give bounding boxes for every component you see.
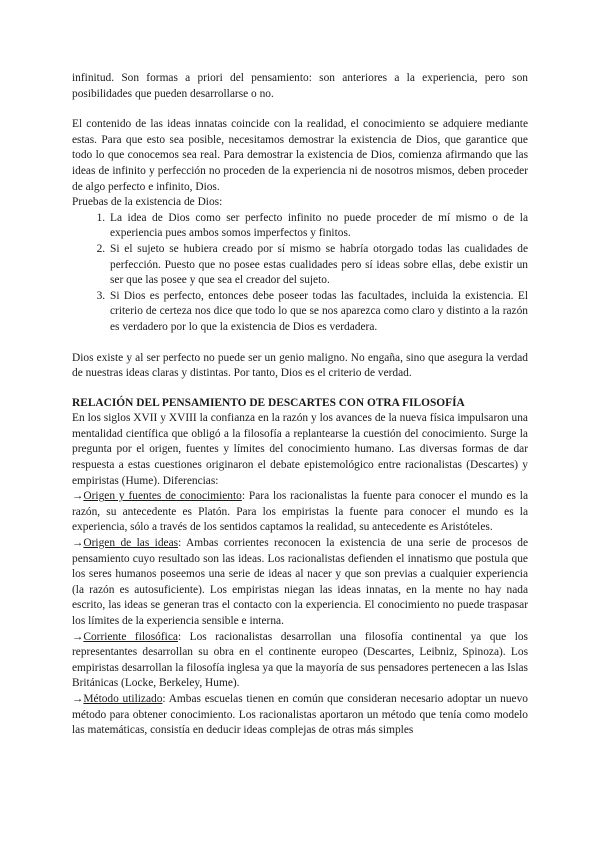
arrow-icon: → xyxy=(72,537,84,550)
difference-item-ideas xyxy=(72,536,528,630)
paragraph-innate-ideas: El contenido de las ideas innatas coincide con la realidad, el conocimiento se adquiere mediante estas. Para que esto sea posible, necesitamos demostrar la existencia de Dios, que garantice que todo lo que conocemos sea real. Para demostrar la existencia de Dios, comienza afirmando que las ideas de infinito y perfección no proceden de la experiencia ni de nosotros mismos, deben proceder de algo perfecto e infinito, Dios. xyxy=(72,118,528,193)
arrow-icon: → xyxy=(72,630,84,643)
proofs-list xyxy=(72,211,528,336)
difference-text: : Ambas corrientes reconocen la existencia de una serie de procesos de pensamiento cuyo resultado son las ideas. Los racionalistas defienden el innatismo que postula que los seres humanos poseemos una serie de ideas al nacer y que son previas a cualquier experiencia (la razón es autosuficiente). Los empiristas niegan las ideas innatas, en la mente no hay nada escrito, las ideas se generan tras el contacto con la experiencia. El conocimiento no puede traspasar los límites de la experiencia sensible e interna. xyxy=(72,537,529,627)
paragraph-intro-continuation: infinitud. Son formas a priori del pensamiento: son anteriores a la experiencia, pero son posibilidades que pueden desarrollarse o no. xyxy=(72,72,528,100)
difference-item-sources xyxy=(72,489,528,536)
difference-title: Corriente filosófica xyxy=(83,630,178,643)
difference-title: Método utilizado xyxy=(83,692,163,705)
difference-text: : Los racionalistas desarrollan una filosofía continental ya que los representantes desarrollan su obra en el continente europeo (Descartes, Leibniz, Spinoza). Los empiristas desarrollan la filosofía inglesa ya que la mayoría de sus pensadores pertenecen a las Islas Británicas (Locke, Berkeley, Hume). xyxy=(72,630,528,690)
list-item: 1. La idea de Dios como ser perfecto infinito no puede proceder de mí mismo o de la experiencia pues ambos somos imperfectos y finitos. xyxy=(108,211,528,242)
list-item: 2. Si el sujeto se hubiera creado por sí mismo se habría otorgado todas las cualidades de perfección. Puesto que no posee estas cualidades pero sí ideas sobre ellas, debe existir un ser que las posee y que sea el creador del sujeto. xyxy=(108,242,528,289)
paragraph-debate: En los siglos XVII y XVIII la confianza en la razón y los avances de la nueva física impulsaron una mentalidad científica que obligó a la filosofía a replantearse la cuestión del conocimiento. Surge la pregunta por el origen, fuentes y límites del conocimiento humano. Las diversas formas de dar respuesta a estas cuestiones originaron el debate epistemológico entre racionalistas (Descartes) y empiristas (Hume). Diferencias: xyxy=(72,412,528,487)
difference-title: Origen de las ideas xyxy=(83,537,179,550)
proofs-label: Pruebas de la existencia de Dios: xyxy=(72,196,223,209)
arrow-icon: → xyxy=(72,692,84,705)
difference-item-method xyxy=(72,692,528,739)
paragraph-god-criterion: Dios existe y al ser perfecto no puede ser un genio maligno. No engaña, sino que asegura la verdad de nuestras ideas claras y distintas. Por tanto, Dios es el criterio de verdad. xyxy=(72,351,528,380)
section-heading: RELACIÓN DEL PENSAMIENTO DE DESCARTES CON OTRA FILOSOFÍA xyxy=(72,396,465,409)
arrow-icon: → xyxy=(72,490,84,503)
list-item: 3. Si Dios es perfecto, entonces debe poseer todas las facultades, incluida la existencia. El criterio de certeza nos dice que todo lo que se nos aparezca como claro y distinto a la razón es verdadero por lo que la existencia de Dios es verdadera. xyxy=(108,289,528,336)
difference-text: : Para los racionalistas la fuente para conocer el mundo es la razón, su antecedente es Platón. Para los empiristas la fuente para conocer el mundo es la experiencia, sólo a través de los sentidos captamos la realidad, su antecedente es Aristóteles. xyxy=(72,490,528,534)
difference-text: : Ambas escuelas tienen en común que consideran necesario adoptar un nuevo método para obtener conocimiento. Los racionalistas aportaron un método que tenía como modelo las matemáticas, consistía en deducir ideas complejas de otras más simples xyxy=(72,692,528,737)
difference-item-current xyxy=(72,630,528,692)
difference-title: Origen y fuentes de conocimiento xyxy=(83,490,242,503)
